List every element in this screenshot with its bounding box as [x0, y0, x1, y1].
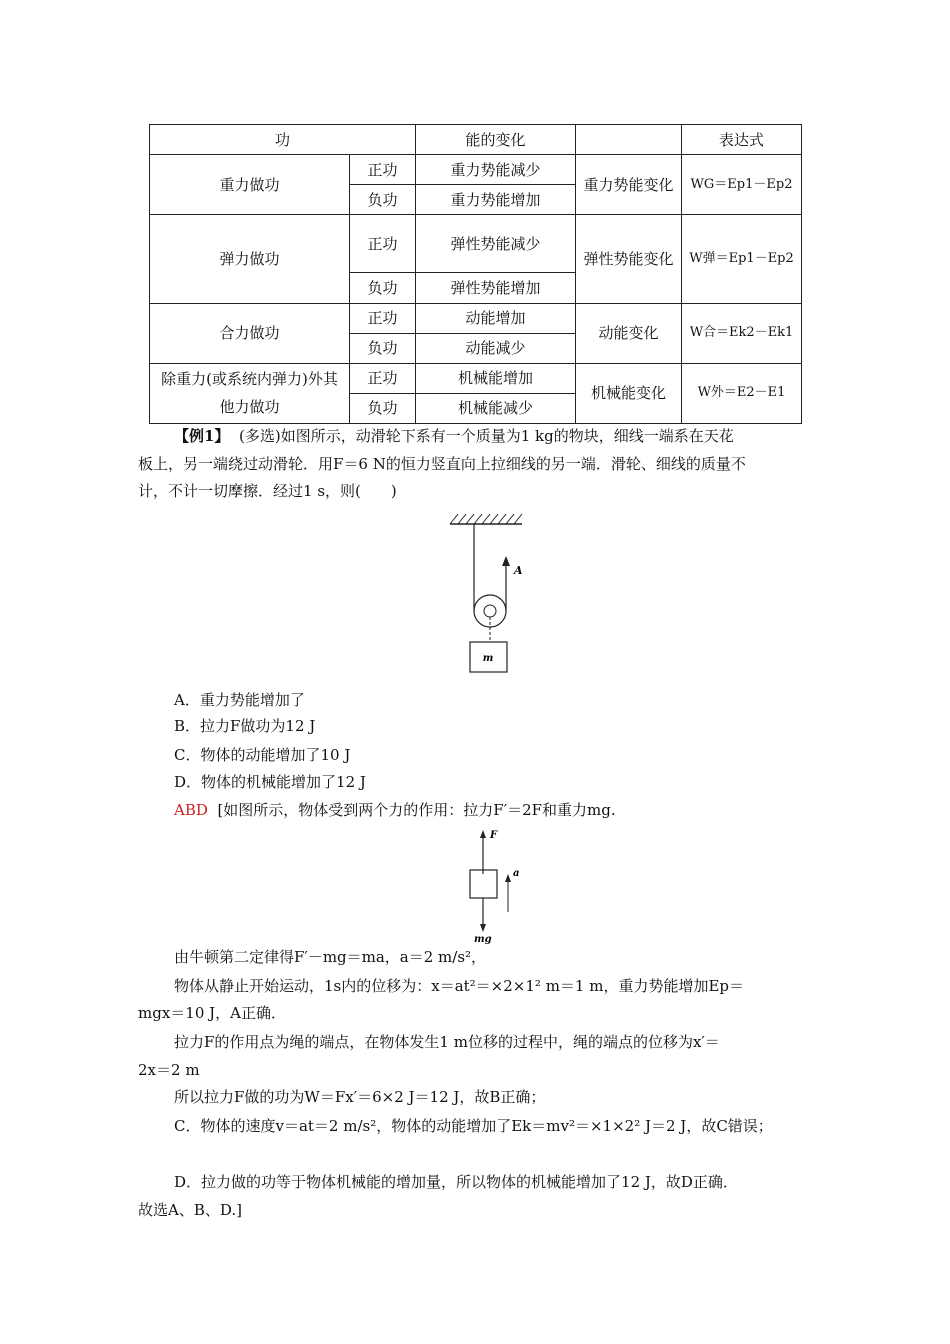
- example-stem-line-3: 计，不计一切摩擦．经过1 s，则( ): [138, 482, 397, 500]
- body-block: [470, 870, 497, 898]
- row-kind: 正功: [350, 215, 416, 273]
- row-change: 动能减少: [416, 333, 576, 363]
- group-formula: W外＝E2－E1: [682, 363, 802, 423]
- ceiling-hatch: [450, 514, 522, 524]
- group-formula: WG＝Ep1－Ep2: [682, 155, 802, 215]
- row-change: 重力势能增加: [416, 185, 576, 215]
- example-stem-line-2: 板上，另一端绕过动滑轮．用F＝6 N的恒力竖直向上拉细线的另一端．滑轮、细线的质量不: [138, 455, 746, 473]
- example-multi: (多选): [238, 427, 281, 445]
- option-c: C．物体的动能增加了10 J: [174, 746, 351, 764]
- solution-line: mgx＝10 J，A正确．: [138, 1004, 286, 1022]
- example-stem-line-1: [174, 426, 734, 446]
- group-name: 除重力(或系统内弹力)外其他力做功: [150, 363, 350, 423]
- group-energy: 重力势能变化: [576, 155, 682, 215]
- option-b: B．拉力F做功为12 J: [174, 717, 316, 735]
- row-change: 动能增加: [416, 303, 576, 333]
- solution-line: 2x＝2 m: [138, 1061, 200, 1079]
- row-kind: 正功: [350, 303, 416, 333]
- solution-line: 拉力F的作用点为绳的端点，在物体发生1 m位移的过程中，绳的端点的位移为x′＝: [174, 1033, 720, 1051]
- example-stem-1: 如图所示，动滑轮下系有一个质量为1 kg的物块，细线一端系在天花: [280, 427, 734, 445]
- group-energy: 机械能变化: [576, 363, 682, 423]
- force-up-arrowhead: [480, 830, 486, 838]
- accel-label: a: [513, 868, 520, 879]
- solution-line: 由牛顿第二定律得F′－mg＝ma，a＝2 m/s²，: [174, 948, 487, 966]
- row-change: 弹性势能增加: [416, 273, 576, 303]
- row-kind: 正功: [350, 155, 416, 185]
- solution-line: C．物体的速度v＝at＝2 m/s²，物体的动能增加了Ek＝mv²＝×1×2² J＝2 J，故C错误；: [174, 1117, 773, 1135]
- example-tag: 【例1】: [174, 427, 230, 445]
- row-change: 机械能增加: [416, 363, 576, 393]
- row-change: 弹性势能减少: [416, 215, 576, 273]
- weight-label: mg: [474, 934, 492, 944]
- solution-line: 物体从静止开始运动，1s内的位移为：x＝at²＝×2×1² m＝1 m，重力势能增加Ep＝: [174, 977, 745, 995]
- group-formula: W弹＝Ep1－Ep2: [682, 215, 802, 303]
- group-energy: 动能变化: [576, 303, 682, 363]
- group-name: 重力做功: [150, 155, 350, 215]
- row-kind: 负功: [350, 273, 416, 303]
- weight-down-arrowhead: [480, 924, 486, 932]
- mass-label: m: [482, 653, 494, 664]
- answer-label: ABD: [174, 801, 208, 819]
- pull-arrow-head: [502, 556, 510, 566]
- header-blank: [576, 125, 682, 155]
- option-a: A．重力势能增加了: [174, 691, 305, 709]
- row-change: 重力势能减少: [416, 155, 576, 185]
- accel-arrowhead: [505, 874, 511, 882]
- force-diagram: [460, 826, 530, 944]
- solution-line: 所以拉力F做的功为W＝Fx′＝6×2 J＝12 J，故B正确；: [174, 1088, 546, 1106]
- row-kind: 负功: [350, 185, 416, 215]
- group-name: 合力做功: [150, 303, 350, 363]
- row-change: 机械能减少: [416, 393, 576, 423]
- group-formula: W合＝Ek2－Ek1: [682, 303, 802, 363]
- pull-label: A: [514, 564, 523, 577]
- group-name: 弹力做功: [150, 215, 350, 303]
- header-expression: 表达式: [682, 125, 802, 155]
- row-kind: 负功: [350, 333, 416, 363]
- solution-intro: [如图所示，物体受到两个力的作用：拉力F′＝2F和重力mg.: [217, 801, 616, 819]
- header-energy-change: 能的变化: [416, 125, 576, 155]
- energy-work-table: [149, 124, 802, 424]
- row-kind: 正功: [350, 363, 416, 393]
- row-kind: 负功: [350, 393, 416, 423]
- pulley-figure: [440, 508, 540, 678]
- solution-line: 故选A、B、D.]: [138, 1201, 242, 1219]
- pulley-axle: [484, 605, 496, 617]
- header-work: 功: [150, 125, 416, 155]
- solution-line: D．拉力做的功等于物体机械能的增加量，所以物体的机械能增加了12 J，故D正确．: [174, 1173, 738, 1191]
- option-d: D．物体的机械能增加了12 J: [174, 773, 366, 791]
- group-energy: 弹性势能变化: [576, 215, 682, 303]
- solution-intro-line: [174, 800, 616, 820]
- force-label: F: [490, 830, 498, 841]
